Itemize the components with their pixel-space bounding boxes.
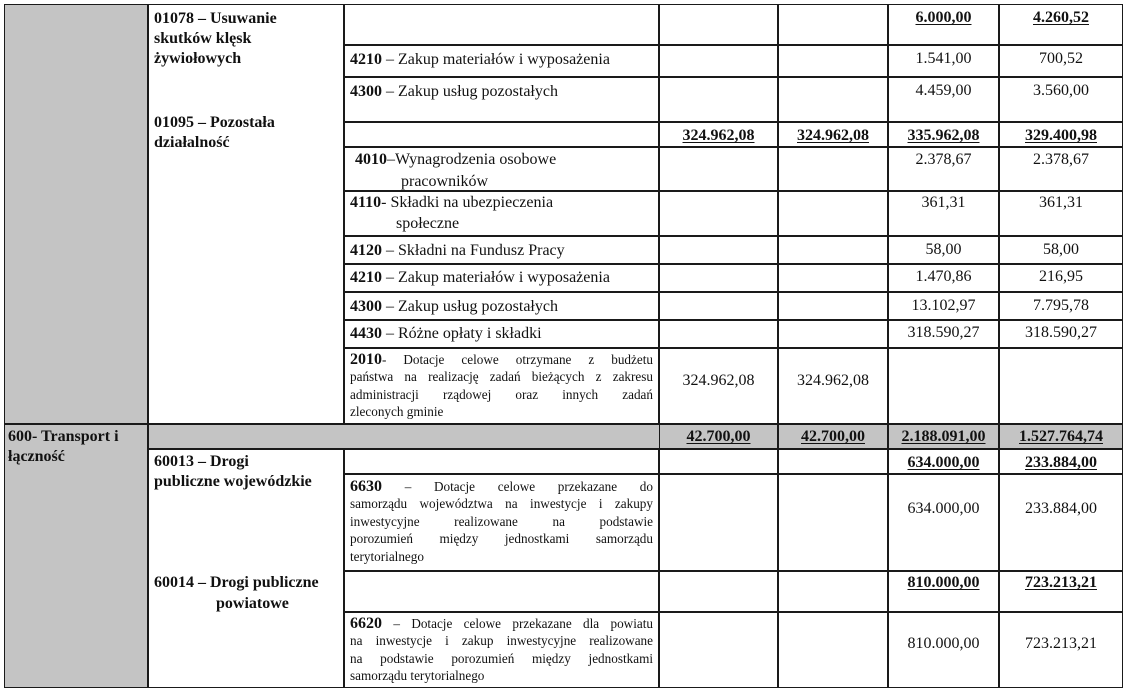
item-desc: 4120 – Składni na Fundusz Pracy	[350, 242, 565, 259]
total-value: 324.962,08	[797, 127, 869, 144]
total-value: 2.188.091,00	[901, 428, 986, 445]
amount-value: 2.378,67	[915, 151, 972, 168]
subsection-label-01095: działalność	[154, 134, 230, 151]
amount-value: 1.541,00	[915, 50, 972, 67]
value-cell	[778, 191, 888, 236]
amount-value: 361,31	[1039, 194, 1083, 211]
value-cell	[778, 4, 888, 45]
amount-value: 216,95	[1039, 268, 1083, 285]
amount-value: 2.378,67	[1033, 151, 1089, 168]
item-desc-6620: 6620 – Dotacje celowe przekazane dla powiatu na inwestycje i zakup inwestycyjne realizowane na podstawie porozumień między jednostkami samorządu terytorialnego	[350, 615, 653, 684]
total-value: 1.527.764,74	[1019, 428, 1103, 445]
subsection-label-60014: powiatowe	[216, 595, 289, 612]
total-value: 634.000,00	[907, 454, 980, 471]
section-label-line: 600- Transport i	[8, 428, 119, 445]
total-value: 42.700,00	[801, 428, 865, 445]
item-desc: 4300 – Zakup usług pozostałych	[350, 298, 558, 315]
subsection-label-01095: 01095 – Pozostała	[154, 114, 275, 131]
value-cell	[659, 191, 778, 236]
value-cell	[659, 571, 778, 612]
value-cell	[659, 77, 778, 122]
value-cell	[999, 474, 1123, 571]
value-cell	[659, 236, 778, 264]
value-cell	[778, 292, 888, 320]
value-cell	[659, 474, 778, 571]
value-cell	[888, 348, 999, 424]
amount-value: 233.884,00	[1025, 500, 1097, 517]
total-value: 42.700,00	[686, 428, 751, 445]
value-cell	[999, 348, 1123, 424]
section-cell-010	[4, 4, 148, 424]
amount-value: 723.213,21	[1025, 635, 1097, 652]
amount-value: 361,31	[921, 194, 966, 211]
amount-value: 1.470,86	[915, 268, 972, 285]
amount-value: 634.000,00	[907, 500, 980, 517]
item-desc: 4300 – Zakup usług pozostałych	[350, 83, 558, 100]
amount-value: 318.590,27	[1025, 324, 1097, 341]
subsection-label-60014: 60014 – Drogi publiczne	[154, 574, 319, 591]
value-cell	[778, 474, 888, 571]
amount-value: 4.459,00	[915, 82, 972, 99]
value-cell	[659, 612, 778, 688]
amount-value: 3.560,00	[1033, 82, 1089, 99]
value-cell	[659, 320, 778, 348]
total-value: 324.962,08	[682, 127, 755, 144]
subsection-label-01078: 01078 – Usuwanie	[154, 10, 277, 27]
subsection-label-60013: publiczne wojewódzkie	[154, 473, 312, 490]
total-value: 810.000,00	[907, 574, 980, 591]
amount-value: 700,52	[1039, 50, 1083, 67]
amount-value: 810.000,00	[907, 635, 980, 652]
item-desc: społeczne	[396, 215, 460, 232]
total-value: 335.962,08	[907, 127, 980, 144]
total-value: 233.884,00	[1025, 454, 1097, 471]
item-desc: 4210 – Zakup materiałów i wyposażenia	[350, 51, 610, 68]
value-cell	[778, 571, 888, 612]
amount-value: 324.962,08	[682, 372, 755, 389]
amount-value: 58,00	[925, 241, 962, 258]
value-cell	[778, 612, 888, 688]
item-desc: 4110- Składki na ubezpieczenia	[350, 194, 554, 211]
total-value: 329.400,98	[1025, 127, 1097, 144]
item-desc: 4210 – Zakup materiałów i wyposażenia	[350, 269, 610, 286]
subsection-label-01078: żywiołowych	[154, 50, 242, 67]
total-value: 723.213,21	[1025, 574, 1097, 591]
amount-value: 13.102,97	[911, 297, 976, 314]
value-cell	[778, 449, 888, 474]
value-cell	[778, 45, 888, 77]
value-cell	[659, 45, 778, 77]
value-cell	[659, 4, 778, 45]
value-cell	[659, 292, 778, 320]
value-cell	[659, 264, 778, 292]
item-desc-2010: 2010- Dotacje celowe otrzymane z budżetu państwa na realizację zadań bieżących z zakresu administracji rządowej oraz innych zadań zleconych gminie	[350, 351, 653, 420]
amount-value: 7.795,78	[1033, 297, 1089, 314]
value-cell	[888, 474, 999, 571]
value-cell	[659, 449, 778, 474]
amount-value: 58,00	[1043, 241, 1079, 258]
value-cell	[778, 320, 888, 348]
value-cell	[778, 77, 888, 122]
value-cell	[778, 264, 888, 292]
amount-value: 324.962,08	[797, 372, 869, 389]
item-desc: 4430 – Różne opłaty i składki	[350, 325, 542, 342]
item-desc: pracowników	[401, 173, 489, 190]
item-desc-6630: 6630 – Dotacje celowe przekazane do samorządu województwa na inwestycje i zakupy inwestycyjne realizowane na podstawie porozumień między jednostkami samorządu terytorialnego	[350, 478, 653, 564]
value-cell	[778, 236, 888, 264]
total-value: 6.000,00	[915, 9, 972, 26]
value-cell	[778, 147, 888, 191]
subsection-label-60013: 60013 – Drogi	[154, 453, 249, 470]
section-label-line: łączność	[8, 448, 65, 465]
value-cell	[659, 147, 778, 191]
total-value: 4.260,52	[1033, 9, 1089, 26]
subsection-label-01078: skutków klęsk	[154, 30, 252, 47]
amount-value: 318.590,27	[907, 324, 980, 341]
item-desc: 4010–Wynagrodzenia osobowe	[355, 151, 557, 168]
